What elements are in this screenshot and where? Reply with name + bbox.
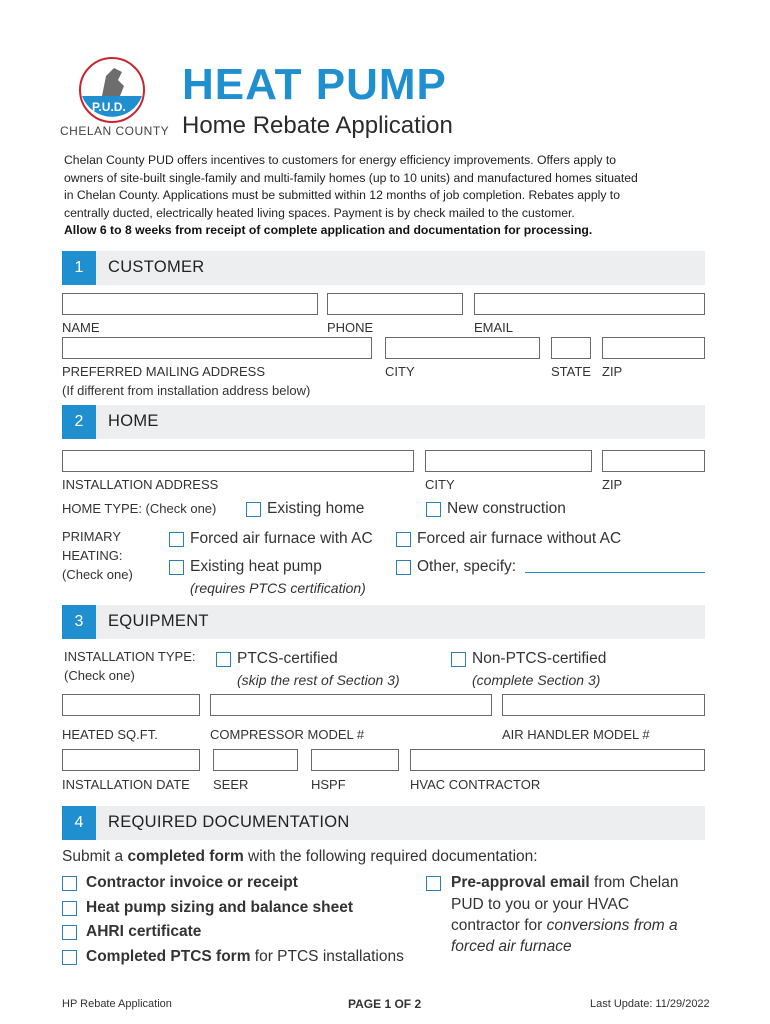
section-customer-header [62, 251, 705, 285]
hvac-contractor-label: HVAC CONTRACTOR [410, 777, 541, 792]
email-field[interactable] [474, 293, 705, 315]
compressor-model-field[interactable] [210, 694, 492, 716]
new-construction-checkbox[interactable] [426, 502, 441, 517]
installation-type-note: (Check one) [64, 668, 135, 683]
footer-left: HP Rebate Application [62, 998, 172, 1010]
installation-address-label: INSTALLATION ADDRESS [62, 477, 219, 492]
documentation-intro: Submit a completed form with the following required documentation: [62, 848, 538, 865]
air-handler-model-field[interactable] [502, 694, 705, 716]
existing-home-checkbox[interactable] [246, 502, 261, 517]
sizing-sheet-checkbox[interactable] [62, 901, 77, 916]
section-label: HOME [108, 412, 159, 430]
pud-logo [78, 56, 146, 124]
new-construction-label: New construction [447, 500, 566, 517]
email-label: EMAIL [474, 320, 514, 335]
page-title: HEAT PUMP [182, 60, 447, 109]
section-documentation-header [62, 806, 705, 840]
ptcs-form-checkbox[interactable] [62, 950, 77, 965]
intro-line: centrally ducted, electrically heated living spaces. Payment is by check mailed to the customer. [64, 205, 575, 220]
intro-line: owners of site-built single-family and multi-family homes (up to 10 units) and manufactured homes situated [64, 170, 638, 185]
state-label: STATE [551, 364, 591, 379]
other-heating-checkbox[interactable] [396, 560, 411, 575]
mailing-address-field[interactable] [62, 337, 372, 359]
primary-heating-note: (Check one) [62, 567, 133, 582]
seer-field[interactable] [213, 749, 298, 771]
intro-text [64, 152, 714, 240]
ptcs-certified-checkbox[interactable] [216, 652, 231, 667]
section-label: EQUIPMENT [108, 612, 209, 630]
mailing-state-field[interactable] [551, 337, 591, 359]
home-type-label: HOME TYPE: (Check one) [62, 501, 217, 516]
non-ptcs-certified-checkbox[interactable] [451, 652, 466, 667]
mailing-address-note: (If different from installation address below) [62, 383, 311, 398]
ptcs-certified-label: PTCS-certified [237, 650, 338, 667]
name-label: NAME [62, 320, 100, 335]
section-number: 4 [62, 806, 96, 840]
existing-heat-pump-checkbox[interactable] [169, 560, 184, 575]
hspf-label: HSPF [311, 777, 346, 792]
installation-city-field[interactable] [425, 450, 592, 472]
existing-heat-pump-label: Existing heat pump [190, 558, 322, 575]
page-number: PAGE 1 OF 2 [348, 997, 422, 1011]
section-equipment-header [62, 605, 705, 639]
installation-city-label: CITY [425, 477, 455, 492]
intro-bold: Allow 6 to 8 weeks from receipt of complete application and documentation for processing. [64, 223, 593, 237]
sizing-sheet-label: Heat pump sizing and balance sheet [86, 899, 354, 916]
phone-label: PHONE [327, 320, 374, 335]
mailing-zip-field[interactable] [602, 337, 705, 359]
ptcs-certified-note: (skip the rest of Section 3) [237, 672, 400, 688]
primary-heating-label: PRIMARY [62, 529, 121, 544]
phone-field[interactable] [327, 293, 463, 315]
pre-approval-checkbox[interactable] [426, 876, 441, 891]
logo-badge: P.U.D. [92, 100, 126, 114]
furnace-with-ac-checkbox[interactable] [169, 532, 184, 547]
installation-zip-label: ZIP [602, 477, 623, 492]
section-home-header [62, 405, 705, 439]
section-number: 2 [62, 405, 96, 439]
installation-date-label: INSTALLATION DATE [62, 777, 190, 792]
non-ptcs-certified-label: Non-PTCS-certified [472, 650, 607, 667]
section-number: 1 [62, 251, 96, 285]
city-label: CITY [385, 364, 415, 379]
page-subtitle: Home Rebate Application [182, 112, 453, 139]
ptcs-form-label: Completed PTCS form for PTCS installations [86, 948, 404, 965]
other-heating-label: Other, specify: [417, 558, 517, 575]
air-handler-model-label: AIR HANDLER MODEL # [502, 727, 650, 742]
section-label: REQUIRED DOCUMENTATION [108, 813, 350, 831]
compressor-model-label: COMPRESSOR MODEL # [210, 727, 365, 742]
non-ptcs-certified-note: (complete Section 3) [472, 672, 601, 688]
mailing-address-label: PREFERRED MAILING ADDRESS [62, 364, 265, 379]
furnace-without-ac-label: Forced air furnace without AC [417, 530, 622, 547]
installation-date-field[interactable] [62, 749, 200, 771]
installation-zip-field[interactable] [602, 450, 705, 472]
mailing-city-field[interactable] [385, 337, 540, 359]
furnace-without-ac-checkbox[interactable] [396, 532, 411, 547]
seer-label: SEER [213, 777, 249, 792]
hvac-contractor-field[interactable] [410, 749, 705, 771]
heated-sqft-field[interactable] [62, 694, 200, 716]
installation-address-field[interactable] [62, 450, 414, 472]
ahri-checkbox[interactable] [62, 925, 77, 940]
pre-approval-text: forced air furnace [451, 938, 572, 955]
furnace-with-ac-label: Forced air furnace with AC [190, 530, 373, 547]
ahri-label: AHRI certificate [86, 923, 202, 940]
heated-sqft-label: HEATED SQ.FT. [62, 727, 158, 742]
existing-home-label: Existing home [267, 500, 365, 517]
logo-text: CHELAN COUNTY [60, 124, 170, 138]
installation-type-label: INSTALLATION TYPE: [64, 649, 196, 664]
intro-line: in Chelan County. Applications must be submitted within 12 months of job completion. Rebates apply to [64, 188, 620, 202]
other-specify-line[interactable] [525, 572, 705, 573]
pre-approval-text: contractor for conversions from a [451, 917, 678, 934]
section-label: CUSTOMER [108, 258, 205, 276]
name-field[interactable] [62, 293, 318, 315]
pre-approval-text: PUD to you or your HVAC [451, 896, 630, 913]
zip-label: ZIP [602, 364, 623, 379]
last-update: Last Update: 11/29/2022 [590, 998, 710, 1010]
existing-heat-pump-note: (requires PTCS certification) [190, 580, 366, 596]
section-number: 3 [62, 605, 96, 639]
intro-line: Chelan County PUD offers incentives to customers for energy efficiency improvements. Offers apply to [64, 153, 617, 167]
pre-approval-label: Pre-approval email from Chelan [451, 874, 679, 891]
primary-heating-label: HEATING: [62, 548, 123, 563]
invoice-label: Contractor invoice or receipt [86, 874, 298, 891]
hspf-field[interactable] [311, 749, 399, 771]
invoice-checkbox[interactable] [62, 876, 77, 891]
